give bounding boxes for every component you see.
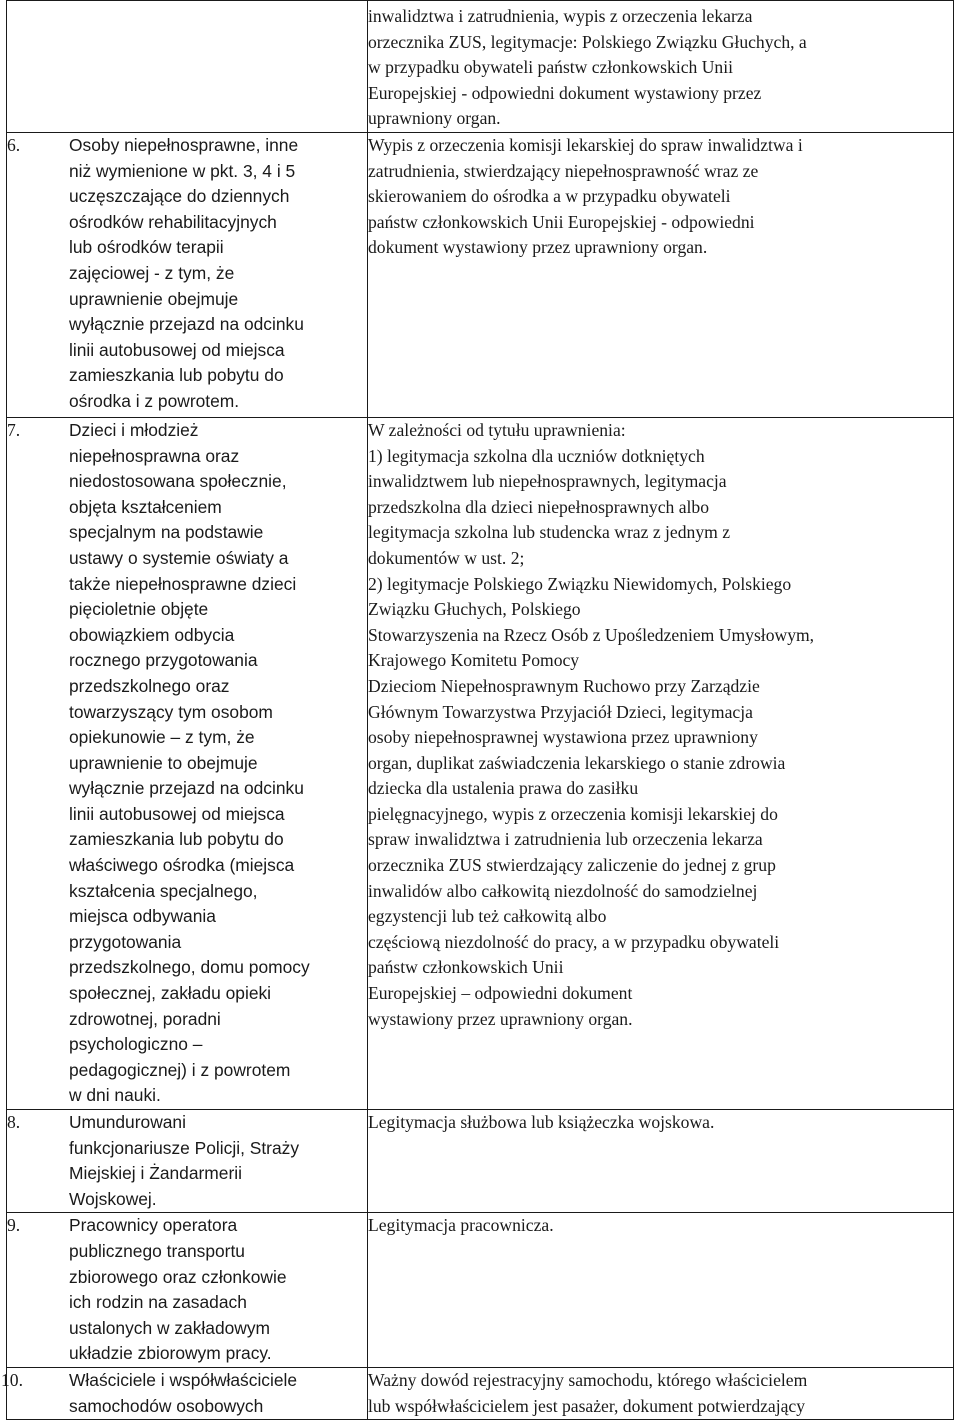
list-item [7, 1213, 367, 1367]
right-cell [368, 1213, 954, 1368]
table-row [7, 1213, 954, 1368]
right-cell [368, 132, 954, 417]
required-document: Ważny dowód rejestracyjny samochodu, którego właścicielem lub współwłaścicielem jest pasażer, dokument potwierdzający [368, 1369, 808, 1416]
entitlements-table [1, 0, 954, 1420]
left-cell [7, 417, 368, 1109]
required-document: Legitymacja pracownicza. [368, 1215, 554, 1236]
item-number: 9. [7, 1215, 21, 1236]
right-cell [368, 1110, 954, 1213]
required-document: Legitymacja służbowa lub książeczka wojskowa. [368, 1112, 715, 1132]
required-document: Wypis z orzeczenia komisji lekarskiej do spraw inwalidztwa i zatrudnienia, stwierdzający niepełnosprawność wraz ze skierowaniem do ośrodka a w przypadku obywateli państw członkowskich Unii Europejskiej - odpowiedni dokument wystawiony przez uprawniony organ. [368, 134, 803, 258]
table-row [7, 1110, 954, 1213]
required-document: W zależności od tytułu uprawnienia: 1) legitymacja szkolna dla uczniów dotkniętych inwalidztwem lub niepełnosprawnych, legitymacja przedszkolna dla dzieci niepełnosprawnych albo legitymacja szkolna lub studencka wraz z jednym z dokumentów w ust. 2; 2) legitymacje Polskiego Związku Niewidomych, Polskiego Związku Głuchych, Polskiego Stowarzyszenia na Rzecz Osób z Upośledzeniem Umysłowym, Krajowego Komitetu Pomocy Dzieciom Niepełnosprawnym Ruchowo przy Zarządzie Głównym Towarzystwa Przyjaciół Dzieci, legitymacja osoby niepełnosprawnej wystawiona przez uprawniony organ, duplikat zaświadczenia lekarskiego o stanie zdrowia dziecka dla ustalenia prawa do zasiłku pielęgnacyjnego, wypis z orzeczenia komisji lekarskiej do spraw inwalidztwa i zatrudnienia lub orzeczenia lekarza orzecznika ZUS stwierdzający zaliczenie do jednej z grup inwalidów albo całkowitą niezdolność do samodzielnej egzystencji lub też całkowitą albo częściową niezdolność do pracy, a w przypadku obywateli państw członkowskich Unii Europejskiej – odpowiedni dokument wystawiony przez uprawniony organ. [368, 419, 815, 1029]
left-cell [7, 1110, 368, 1213]
item-number: 10. [1, 1369, 23, 1390]
list-item [7, 1110, 367, 1212]
left-cell [7, 1, 368, 133]
item-description: Dzieci i młodzież niepełnosprawna oraz niedostosowana społecznie, objęta kształceniem specjalnym na podstawie ustawy o systemie oświaty a także niepełnosprawne dzieci pięcioletnie objęte obowiązkiem odbycia rocznego przygotowania przedszkolnego oraz towarzyszący tym osobom opiekunowie – z tym, że uprawnienie to obejmuje wyłącznie przejazd na odcinku linii autobusowej od miejsca zamieszkania lub pobytu do właściwego ośrodka (miejsca kształcenia specjalnego, miejsca odbywania przygotowania przedszkolnego, domu pomocy społecznej, zakładu opieki zdrowotnej, poradni psychologiczno – pedagogicznej) i z powrotem w dni nauki. [69, 419, 310, 1106]
table-row [7, 1367, 954, 1419]
left-cell [1, 1367, 368, 1419]
item-description: Osoby niepełnosprawne, inne niż wymienione w pkt. 3, 4 i 5 uczęszczające do dziennych ośrodków rehabilitacyjnych lub ośrodków terapii zajęciowej - z tym, że uprawnienie obejmuje wyłącznie przejazd na odcinku linii autobusowej od miejsca zamieszkania lub pobytu do ośrodka i z powrotem. [69, 134, 304, 411]
item-description: Właściciele i współwłaściciele samochodów osobowych [69, 1369, 298, 1416]
item-description: Umundurowani funkcjonariusze Policji, Straży Miejskiej i Żandarmerii Wojskowej. [69, 1112, 300, 1209]
item-number: 6. [7, 134, 21, 155]
required-document: inwalidztwa i zatrudnienia, wypis z orzeczenia lekarza orzecznika ZUS, legitymacje: Polskiego Związku Głuchych, a w przypadku obywateli państw członkowskich Unii Europejskiej - odpowiedni dokument wystawiony przez uprawniony organ. [368, 6, 807, 129]
right-cell [368, 1367, 954, 1419]
item-description: Pracownicy operatora publicznego transportu zbiorowego oraz członkowie ich rodzin na zasadach ustalonych w zakładowym układzie zbiorowym pracy. [69, 1215, 287, 1364]
item-number: 8. [7, 1112, 21, 1132]
table-row [7, 1, 954, 133]
right-cell [368, 417, 954, 1109]
left-cell [7, 132, 368, 417]
table-row [7, 132, 954, 417]
list-item [1, 1368, 367, 1419]
list-item [7, 133, 367, 415]
table-row [7, 417, 954, 1109]
left-cell [7, 1213, 368, 1368]
right-cell [368, 1, 954, 133]
list-item [7, 418, 367, 1109]
item-number: 7. [7, 419, 21, 440]
